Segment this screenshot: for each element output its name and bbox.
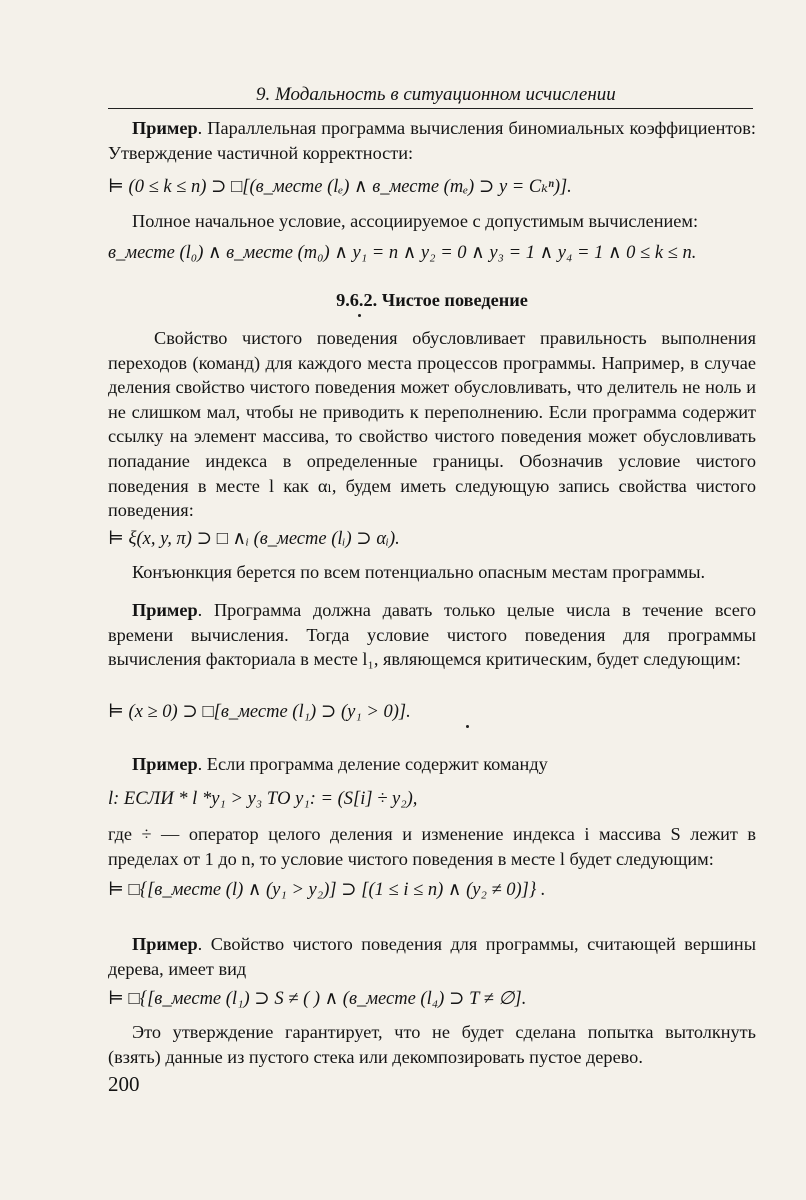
closing-block <box>108 1020 756 1069</box>
formula-1: ⊨ (0 ≤ k ≤ n) ⊃ □[(в_месте (lₑ) ∧ в_месте (mₑ) ⊃ y = Cₖⁿ)]. <box>108 177 572 197</box>
example-1-text: . Параллельная программа вычисления биномиальных коэффициентов: Утверждение частичной корректности: <box>108 118 756 163</box>
header-title: 9. Модальность в ситуационном исчислении <box>256 84 616 105</box>
example-2-paragraph <box>108 598 756 672</box>
formula-5: l: ЕСЛИ * l *y₁ > y₃ ТО y₁: = (S[i] ÷ y₂), <box>108 789 418 809</box>
conjunction-block <box>108 560 756 585</box>
example-3-label: Пример <box>132 754 198 774</box>
section-heading: 9.6.2. Чистое поведение <box>336 290 528 310</box>
example-4-text: . Свойство чистого поведения для программы, считающей вершины дерева, имеет вид <box>108 934 756 979</box>
where-block <box>108 822 756 871</box>
example-3-paragraph <box>108 752 756 777</box>
example-1 <box>108 116 756 165</box>
closing-paragraph: Это утверждение гарантирует, что не будет сделана попытка вытолкнуть (взять) данные из пустого стека или декомпозировать пустое дерево. <box>108 1022 756 1067</box>
example-4 <box>108 932 756 981</box>
example-1-paragraph <box>108 116 756 165</box>
conjunction-text: Конъюнкция берется по всем потенциально опасным местам программы. <box>132 562 706 582</box>
property-block <box>108 326 756 523</box>
formula-2: в_месте (l₀) ∧ в_месте (m₀) ∧ y₁ = n ∧ y₂ = 0 ∧ y₃ = 1 ∧ y₄ = 1 ∧ 0 ≤ k ≤ n. <box>108 243 697 263</box>
example-3-text: . Если программа деление содержит команду <box>197 754 548 774</box>
example-2-label: Пример <box>132 600 198 620</box>
full-condition <box>108 209 756 234</box>
full-condition-text: Полное начальное условие, ассоциируемое с допустимым вычислением: <box>132 211 699 231</box>
example-3 <box>108 752 756 777</box>
formula-7: ⊨ □{[в_месте (l₁) ⊃ S ≠ ( ) ∧ (в_месте (l₄) ⊃ T ≠ ∅]. <box>108 989 527 1009</box>
where-paragraph: где ÷ — оператор целого деления и изменение индекса i массива S лежит в пределах от 1 до n, то условие чистого поведения в месте l будет следующим: <box>108 824 756 869</box>
ink-dot <box>466 725 469 728</box>
example-1-label: Пример <box>132 118 198 138</box>
formula-4: ⊨ (x ≥ 0) ⊃ □[в_месте (l₁) ⊃ (y₁ > 0)]. <box>108 702 411 722</box>
property-paragraph: Свойство чистого поведения обусловливает правильность выполнения переходов (команд) для каждого места процессов программы. Например, в случае деления свойство чистого поведения может обусловливать, что делитель не ноль и не слишком мал, чтобы не приводить к переполнению. Если программа содержит ссылку на элемент массива, то свойство чистого поведения может обусловливать попадание индекса в определенные границы. Обозначив условие чистого поведения в месте l как αₗ, будем иметь следующую запись свойства чистого поведения: <box>108 328 756 521</box>
example-4-label: Пример <box>132 934 198 954</box>
example-2 <box>108 598 756 672</box>
example-2-text: . Программа должна давать только целые числа в течение всего времени вычисления. Тогда условие чистого поведения для программы вычисления факториала в месте l₁, являющемся критическим, будет следующим: <box>108 600 756 670</box>
page-number: 200 <box>108 1072 140 1096</box>
ink-dot <box>358 314 361 317</box>
example-4-paragraph <box>108 932 756 981</box>
running-header <box>108 84 753 109</box>
formula-3: ⊨ ξ(x, y, π) ⊃ □ ∧ᵢ (в_месте (lᵢ) ⊃ αᵢ). <box>108 529 400 549</box>
formula-6: ⊨ □{[в_месте (l) ∧ (y₁ > y₂)] ⊃ [(1 ≤ i ≤ n) ∧ (y₂ ≠ 0)]} . <box>108 880 546 900</box>
